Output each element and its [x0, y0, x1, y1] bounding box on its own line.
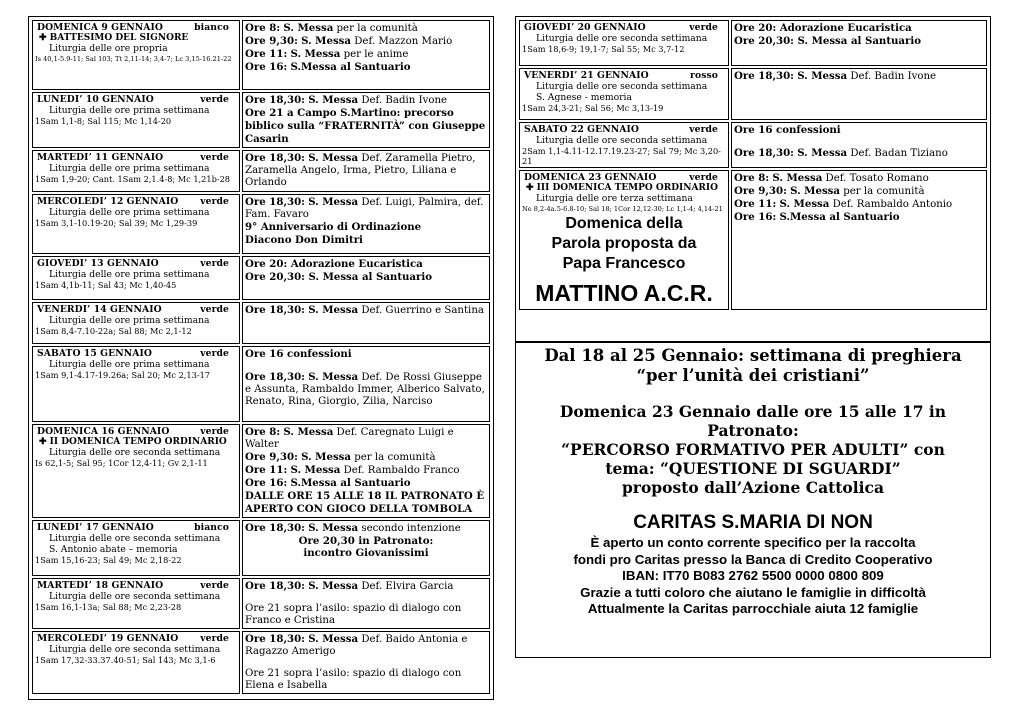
- mass-type: S. Messa: [290, 48, 341, 60]
- mass-time: Ore 18,30:: [245, 633, 305, 645]
- day-info-cell: [32, 578, 240, 629]
- mass-intention: Def. Rambaldo Franco: [340, 465, 460, 476]
- mass-time: Ore 8:: [734, 172, 770, 184]
- day-row: [32, 631, 490, 694]
- course-line-3: tema: “QUESTIONE DI SGUARDI”: [605, 459, 901, 478]
- readings: Is 40,1-5.9-11; Sal 103; Tt 2,11-14; 3,4-7; Lc 3,15-16.21-22: [35, 55, 232, 63]
- day-name: MERCOLEDI’ 19 GENNAIO: [37, 633, 179, 644]
- mass-time: Ore 18,30:: [245, 580, 305, 592]
- mass-intention: per le anime: [340, 49, 409, 60]
- mass-time: Ore 18,30:: [245, 94, 305, 106]
- mass-entry: [245, 490, 487, 516]
- mass-entry: [245, 304, 487, 317]
- mass-time: Ore 11:: [245, 48, 288, 60]
- mass-type: S. Messa: [308, 94, 359, 106]
- mass-intention: Def. Baido Antonia e Ragazzo Amerigo: [245, 634, 468, 657]
- day-row: [519, 122, 987, 168]
- promo-line-3: Papa Francesco: [562, 255, 686, 272]
- mass-entry: [245, 221, 487, 234]
- masses-cell: [242, 20, 490, 90]
- readings: 1Sam 1,1-8; Sal 115; Mc 1,14-20: [35, 116, 172, 126]
- day-name: DOMENICA 16 GENNAIO: [37, 426, 170, 437]
- mass-time: Ore 8:: [245, 22, 281, 34]
- mass-entry: [245, 152, 487, 189]
- day-row: [32, 578, 490, 629]
- spacer: [245, 361, 487, 371]
- mass-type: S. Messa: [301, 451, 352, 463]
- mass-entry: [245, 371, 487, 408]
- day-name: VENERDI’ 21 GENNAIO: [524, 70, 649, 81]
- masses-cell: [731, 122, 987, 168]
- liturgical-color: verde: [200, 152, 229, 163]
- mass-type: S. Messa: [779, 198, 830, 210]
- day-heading: [522, 22, 726, 33]
- mass-time: Ore 21 a Campo S.Martino: precorso biblico sulla “FRATERNITÀ” con Giuseppe Casarin: [245, 107, 486, 145]
- mass-intention: secondo intenzione: [358, 523, 461, 534]
- day-row: [32, 92, 490, 148]
- feast-title: ✚ III DOMENICA TEMPO ORDINARIO: [526, 183, 718, 193]
- day-info-cell: [32, 631, 240, 694]
- readings: 1Sam 4,1b-11; Sal 43; Mc 1,40-45: [35, 280, 177, 290]
- spacer: [245, 658, 487, 668]
- day-info-cell: [32, 150, 240, 192]
- masses-cell: [731, 20, 987, 66]
- prayer-week-line-2: “per l’unità dei cristiani”: [636, 366, 870, 385]
- day-heading: [35, 258, 237, 269]
- mass-time: Ore 20,30: S. Messa al Santuario: [245, 271, 433, 283]
- mass-type: S. Messa: [772, 172, 823, 184]
- mass-intention: Def. Caregnato Luigi e Walter: [245, 427, 454, 450]
- mass-intention: Def. Badin Ivone: [847, 71, 937, 82]
- spacer: [245, 593, 487, 603]
- promo-line-2: Parola proposta da: [551, 235, 697, 252]
- mass-time: Ore 18,30:: [245, 152, 305, 164]
- mass-time: Ore 16:: [245, 477, 288, 489]
- promo-acr: MATTINO A.C.R.: [535, 280, 713, 306]
- day-heading: [35, 94, 237, 105]
- day-heading: [35, 196, 237, 207]
- mass-entry: [734, 185, 984, 198]
- day-heading: [522, 124, 726, 135]
- mass-entry: [245, 426, 487, 451]
- liturgical-color: rosso: [690, 70, 718, 81]
- mass-entry: [245, 603, 487, 627]
- day-name: VENERDI’ 14 GENNAIO: [37, 304, 162, 315]
- readings: 1Sam 8,4-7.10-22a; Sal 88; Mc 2,1-12: [35, 326, 192, 336]
- day-heading: [35, 152, 237, 163]
- mass-type: S. Messa: [308, 522, 359, 534]
- mass-type: S.Messa al Santuario: [779, 211, 900, 223]
- mass-entry: [245, 348, 487, 361]
- mass-entry: [245, 633, 487, 658]
- day-heading: [522, 70, 726, 81]
- day-row: [519, 170, 987, 310]
- day-name: MERCOLEDI’ 12 GENNAIO: [37, 196, 179, 207]
- day-name: LUNEDI’ 10 GENNAIO: [37, 94, 154, 105]
- liturgical-color: verde: [200, 426, 229, 437]
- mass-time: Ore 16 confessioni: [245, 348, 352, 360]
- liturgical-color: verde: [689, 22, 718, 33]
- day-row: [519, 68, 987, 120]
- mass-entry: [245, 48, 487, 61]
- masses-cell: [242, 520, 490, 576]
- masses-cell: [731, 170, 987, 310]
- caritas-iban: IBAN: IT70 B083 2762 5500 0000 0800 809: [622, 568, 884, 583]
- day-heading: [35, 580, 237, 591]
- mass-time: Ore 8:: [245, 426, 281, 438]
- day-heading: [35, 522, 237, 533]
- mass-intention: Def. Zaramella Pietro, Zaramella Angelo, Irma, Pietro, Liliana e Orlando: [245, 153, 476, 188]
- readings: 1Sam 3,1-10.19-20; Sal 39; Mc 1,29-39: [35, 218, 198, 228]
- mass-intention: Def. Mazzon Mario: [351, 36, 453, 47]
- day-info-cell: [32, 20, 240, 90]
- mass-entry: [734, 70, 984, 83]
- mass-entry: [245, 580, 487, 593]
- liturgical-color: verde: [200, 94, 229, 105]
- liturgy-week: Liturgia delle ore seconda settimana: [536, 33, 708, 44]
- mass-type: S. Messa: [308, 371, 359, 383]
- readings: 1Sam 15,16-23; Sal 49; Mc 2,18-22: [35, 555, 182, 565]
- liturgical-color: verde: [200, 580, 229, 591]
- liturgy-week: Liturgia delle ore terza settimana: [536, 193, 693, 204]
- left-schedule-table: [30, 18, 492, 696]
- day-heading: [35, 304, 237, 315]
- mass-time: Ore 9,30:: [245, 35, 298, 47]
- readings: 1Sam 17,32-33.37.40-51; Sal 143; Mc 3,1-6: [35, 655, 216, 665]
- mass-entry: [245, 107, 487, 146]
- feast-title: ✚ BATTESIMO DEL SIGNORE: [39, 33, 189, 43]
- liturgy-week: Liturgia delle ore prima settimana: [49, 207, 210, 218]
- mass-time: Ore 9,30:: [245, 451, 298, 463]
- liturgy-week: Liturgia delle ore seconda settimana: [536, 81, 708, 92]
- masses-cell: [242, 302, 490, 344]
- mass-intention: Def. Badin Ivone: [358, 95, 448, 106]
- right-column-schedule: [515, 16, 991, 342]
- day-info-cell: [32, 302, 240, 344]
- mass-entry: [245, 196, 487, 221]
- mass-entry: [245, 61, 487, 74]
- prayer-week-line-1: Dal 18 al 25 Gennaio: settimana di preghiera: [544, 346, 962, 365]
- masses-cell: [242, 150, 490, 192]
- day-heading: [522, 172, 726, 183]
- mass-type: S. Messa: [308, 152, 359, 164]
- memoria: S. Agnese - memoria: [536, 92, 632, 103]
- day-row: [32, 346, 490, 422]
- mass-type: S. Messa: [283, 426, 334, 438]
- mass-entry: [245, 464, 487, 477]
- mass-entry: [245, 234, 487, 247]
- mass-time: DALLE ORE 15 ALLE 18 IL PATRONATO È APERTO CON GIOCO DELLA TOMBOLA: [245, 490, 485, 515]
- caritas-line-1: È aperto un conto corrente specifico per la raccolta: [590, 535, 916, 550]
- readings: 1Sam 24,3-21; Sal 56; Mc 3,13-19: [522, 103, 664, 113]
- mass-time: Ore 16 confessioni: [734, 124, 841, 136]
- notice-text: [517, 344, 989, 618]
- liturgical-color: verde: [200, 304, 229, 315]
- day-info-cell: [519, 170, 729, 310]
- day-name: GIOVEDI’ 20 GENNAIO: [524, 22, 646, 33]
- liturgy-week: Liturgia delle ore propria: [49, 43, 168, 54]
- mass-time: Ore 16:: [734, 211, 777, 223]
- notice-box: [515, 342, 991, 658]
- mass-entry: [245, 22, 487, 35]
- day-row: [32, 20, 490, 90]
- mass-intention: per la comunità: [351, 452, 436, 463]
- day-row: [32, 424, 490, 518]
- mass-time: Ore 20: Adorazione Eucaristica: [245, 258, 423, 270]
- day-name: MARTEDI’ 11 GENNAIO: [37, 152, 164, 163]
- mass-entry: [734, 198, 984, 211]
- mass-intention: Def. Elvira Garcia: [358, 581, 454, 592]
- liturgical-color: verde: [200, 348, 229, 359]
- day-name: SABATO 22 GENNAIO: [524, 124, 639, 135]
- caritas-line-5: Attualmente la Caritas parrocchiale aiuta 12 famiglie: [587, 601, 919, 616]
- mass-time: Ore 11:: [734, 198, 777, 210]
- mass-entry: [734, 35, 984, 48]
- masses-cell: [242, 92, 490, 148]
- mass-intention: Def. Tosato Romano: [822, 173, 929, 184]
- mass-type: S. Messa: [790, 185, 841, 197]
- readings: 1Sam 18,6-9; 19,1-7; Sal 55; Mc 3,7-12: [522, 44, 685, 54]
- mass-time: Ore 18,30:: [734, 70, 794, 82]
- mass-entry: [245, 668, 487, 692]
- day-info-cell: [32, 92, 240, 148]
- mass-type: S. Messa: [308, 196, 359, 208]
- day-row: [32, 194, 490, 254]
- mass-entry: [245, 477, 487, 490]
- course-line-2: “PERCORSO FORMATIVO PER ADULTI” con: [561, 440, 945, 459]
- liturgy-week: Liturgia delle ore prima settimana: [49, 163, 210, 174]
- masses-cell: [242, 424, 490, 518]
- mass-intention: Def. De Rossi Giuseppe e Assunta, Rambaldo Immer, Alberico Salvato, Renato, Rina, Giorgio, Zilia, Narciso: [245, 372, 485, 407]
- mass-time: Diacono Don Dimitri: [245, 234, 363, 246]
- mass-intention: Def. Rambaldo Antonio: [829, 199, 953, 210]
- day-info-cell: [32, 346, 240, 422]
- liturgical-color: verde: [200, 258, 229, 269]
- liturgy-week: Liturgia delle ore prima settimana: [49, 269, 210, 280]
- masses-cell: [242, 631, 490, 694]
- left-column: [28, 16, 494, 700]
- readings: 1Sam 1,9-20; Cant. 1Sam 2,1.4-8; Mc 1,21b-28: [35, 174, 231, 184]
- mass-time: Ore 20: Adorazione Eucaristica: [734, 22, 912, 34]
- liturgy-week: Liturgia delle ore seconda settimana: [536, 135, 708, 146]
- day-row: [32, 150, 490, 192]
- mass-time: Ore 18,30:: [734, 147, 794, 159]
- day-name: DOMENICA 9 GENNAIO: [37, 22, 163, 33]
- mass-type: S. Messa: [290, 464, 341, 476]
- day-name: GIOVEDI’ 13 GENNAIO: [37, 258, 159, 269]
- mass-type: S. Messa: [797, 147, 848, 159]
- mass-time: Ore 18,30:: [245, 304, 305, 316]
- day-info-cell: [519, 68, 729, 120]
- day-name: LUNEDI’ 17 GENNAIO: [37, 522, 154, 533]
- caritas-title: CARITAS S.MARIA DI NON: [633, 512, 873, 533]
- liturgical-color: verde: [689, 172, 718, 183]
- mass-intention: per la comunità: [333, 23, 418, 34]
- mass-entry: [245, 94, 487, 107]
- mass-intention: Ore 21 sopra l’asilo: spazio di dialogo con Elena e Isabella: [245, 668, 462, 691]
- mass-time: Ore 18,30:: [245, 196, 305, 208]
- readings: Ne 8,2-4a.5-6.8-10; Sal 18; 1Cor 12,12-30; Lc 1,1-4; 4,14-21: [522, 205, 723, 213]
- mass-entry: [245, 522, 487, 535]
- centered-note: incontro Giovanissimi: [303, 547, 429, 559]
- liturgy-week: Liturgia delle ore seconda settimana: [49, 644, 221, 655]
- liturgical-color: bianco: [194, 22, 229, 33]
- mass-time: Ore 16:: [245, 61, 288, 73]
- day-heading: [35, 426, 237, 437]
- mass-time: Ore 20,30: S. Messa al Santuario: [734, 35, 922, 47]
- liturgy-week: Liturgia delle ore prima settimana: [49, 105, 210, 116]
- mass-time: 9° Anniversario di Ordinazione: [245, 221, 422, 233]
- spacer: [734, 137, 984, 147]
- mass-type: S.Messa al Santuario: [290, 477, 411, 489]
- day-info-cell: [32, 424, 240, 518]
- mass-entry: [734, 22, 984, 35]
- readings: 2Sam 1,1-4.11-12.17.19.23-27; Sal 79; Mc 3,20-21: [522, 146, 721, 166]
- mass-type: S. Messa: [308, 304, 359, 316]
- day-name: SABATO 15 GENNAIO: [37, 348, 152, 359]
- mass-entry: [734, 124, 984, 137]
- liturgy-week: Liturgia delle ore seconda settimana: [49, 591, 221, 602]
- masses-cell: [242, 578, 490, 629]
- course-line-1: Domenica 23 Gennaio dalle ore 15 alle 17 in Patronato:: [559, 402, 947, 440]
- mass-entry: [245, 271, 487, 284]
- day-info-cell: [32, 194, 240, 254]
- readings: Is 62,1-5; Sal 95; 1Cor 12,4-11; Gv 2,1-11: [35, 458, 208, 468]
- feast-title: ✚ II DOMENICA TEMPO ORDINARIO: [39, 437, 227, 447]
- mass-type: S. Messa: [308, 633, 359, 645]
- liturgy-week: Liturgia delle ore prima settimana: [49, 359, 210, 370]
- day-info-cell: [32, 256, 240, 300]
- mass-time: Ore 9,30:: [734, 185, 787, 197]
- mass-time: Ore 18,30:: [245, 522, 305, 534]
- masses-cell: [242, 346, 490, 422]
- masses-cell: [731, 68, 987, 120]
- day-heading: [35, 633, 237, 644]
- mass-intention: Def. Guerrino e Santina: [358, 305, 484, 316]
- liturgy-week: Liturgia delle ore seconda settimana: [49, 447, 221, 458]
- mass-entry: [734, 147, 984, 160]
- centered-note: Ore 20,30 in Patronato:: [298, 535, 434, 547]
- masses-cell: [242, 256, 490, 300]
- mass-entry: [245, 451, 487, 464]
- mass-entry: [245, 35, 487, 48]
- liturgical-color: verde: [689, 124, 718, 135]
- liturgical-color: verde: [200, 633, 229, 644]
- mass-entry: [734, 172, 984, 185]
- day-row: [32, 302, 490, 344]
- day-name: MARTEDI’ 18 GENNAIO: [37, 580, 164, 591]
- promo-block: [522, 214, 726, 308]
- mass-time: Ore 18,30:: [245, 371, 305, 383]
- readings: 1Sam 9,1-4.17-19.26a; Sal 20; Mc 2,13-17: [35, 370, 211, 380]
- mass-entry: [734, 211, 984, 224]
- caritas-line-2: fondi pro Caritas presso la Banca di Credito Cooperativo: [573, 551, 933, 567]
- right-schedule-table: [517, 18, 989, 312]
- liturgical-color: verde: [200, 196, 229, 207]
- liturgical-color: bianco: [194, 522, 229, 533]
- mass-entry: [245, 258, 487, 271]
- mass-intention: Def. Badan Tiziano: [847, 148, 948, 159]
- mass-type: S. Messa: [301, 35, 352, 47]
- mass-type: S. Messa: [283, 22, 334, 34]
- caritas-line-4: Grazie a tutti coloro che aiutano le famiglie in difficoltà: [580, 584, 926, 600]
- day-info-cell: [519, 20, 729, 66]
- day-info-cell: [519, 122, 729, 168]
- promo-line-1: Domenica della: [565, 215, 683, 232]
- liturgy-week: Liturgia delle ore prima settimana: [49, 315, 210, 326]
- mass-type: S. Messa: [308, 580, 359, 592]
- mass-type: S. Messa: [797, 70, 848, 82]
- mass-intention: Def. Luigi, Palmira, def. Fam. Favaro: [245, 197, 484, 220]
- mass-intention: Ore 21 sopra l’asilo: spazio di dialogo con Franco e Cristina: [245, 603, 462, 626]
- course-line-4: proposto dall’Azione Cattolica: [621, 478, 885, 497]
- day-row: [32, 256, 490, 300]
- day-info-cell: [32, 520, 240, 576]
- mass-time: Ore 11:: [245, 464, 288, 476]
- day-name: DOMENICA 23 GENNAIO: [524, 172, 657, 183]
- readings: 1Sam 16,1-13a; Sal 88; Mc 2,23-28: [35, 602, 182, 612]
- memoria: S. Antonio abate – memoria: [49, 544, 178, 555]
- day-heading: [35, 22, 237, 33]
- masses-cell: [242, 194, 490, 254]
- mass-intention: per la comunità: [840, 186, 925, 197]
- day-heading: [35, 348, 237, 359]
- day-row: [519, 20, 987, 66]
- liturgy-week: Liturgia delle ore seconda settimana: [49, 533, 221, 544]
- day-row: [32, 520, 490, 576]
- mass-type: S.Messa al Santuario: [290, 61, 411, 73]
